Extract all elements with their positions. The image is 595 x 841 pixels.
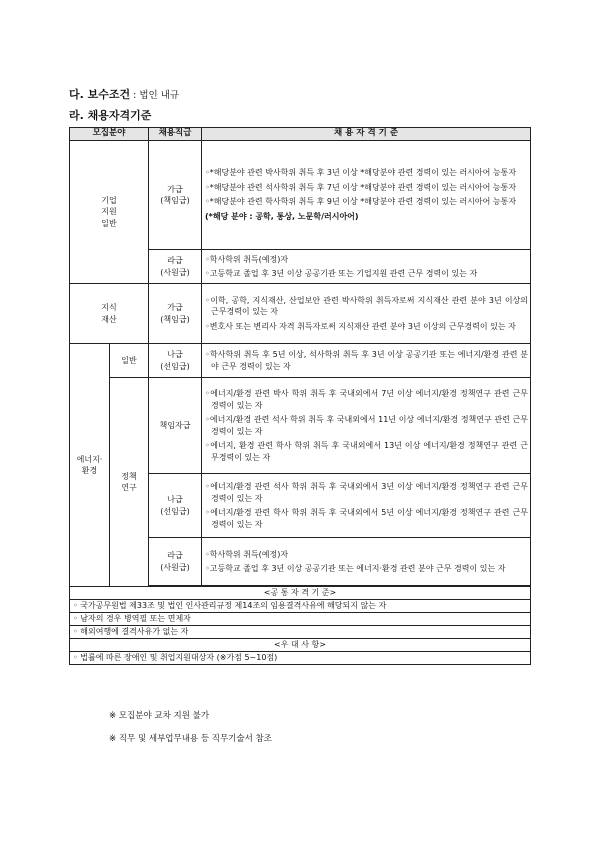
- note-no-cross-apply: ※ 모집분야 교차 지원 불가: [109, 711, 210, 721]
- common-criteria-item: ◦ 해외여행에 결격사유가 없는 자: [70, 626, 531, 639]
- field-cell: [70, 141, 149, 284]
- table-row: [70, 344, 531, 378]
- criteria-item: ◦이학, 공학, 지식재산, 산업보안 관련 박사학위 취득자로써 지식재산 관련 분야 3년 이상의 근무경력이 있는 자: [205, 295, 529, 317]
- col-header-field: 모집분야: [70, 128, 149, 141]
- field-energy: 에너지· 환경: [76, 454, 103, 475]
- criteria-item: ◦학사학위 취득 후 5년 이상, 석사학위 취득 후 3년 이상 공공기관 또는 에너지/환경 관련 분야 근무 경력이 있는 자: [205, 350, 529, 371]
- criteria-item: ◦에너지, 환경 관련 학사 학위 취득 후 국내외에서 13년 이상 에너지/환경 정책연구 관련 근무경력이 있는 자: [205, 441, 529, 462]
- table-row: [70, 639, 531, 652]
- preference-item: ◦ 법률에 따른 장애인 및 취업지원대상자 (※가점 5~10점): [70, 652, 531, 665]
- grade-cell: [149, 141, 202, 250]
- subfield-cell: [110, 344, 149, 378]
- grade-na: 나급 (선임급): [160, 495, 190, 516]
- preference-header: <우 대 사 항>: [70, 639, 531, 652]
- common-criteria-header: <공 통 자 격 기 준>: [70, 587, 531, 600]
- subfield-general: 일반: [121, 355, 137, 365]
- table-header-row: [70, 128, 531, 141]
- criteria-cell: [202, 344, 531, 378]
- criteria-cell: [202, 378, 531, 474]
- common-criteria-item: ◦ 남자의 경우 병역필 또는 면제자: [70, 613, 531, 626]
- table-row: [70, 587, 531, 600]
- heading-qualifications: [69, 107, 151, 123]
- table-row: [70, 141, 531, 250]
- criteria-cell: [202, 141, 531, 250]
- field-ip: 지식 재산: [101, 303, 117, 324]
- table-row: [70, 652, 531, 665]
- grade-ra: 라급 (사원급): [160, 551, 190, 572]
- subfield-cell: [110, 378, 149, 587]
- criteria-item: ◦*해당분야 관련 학사학위 취득 후 9년 이상 *해당분야 관련 경력이 있는 러시아어 능통자: [205, 197, 517, 206]
- criteria-item: ◦학사학위 취득(예정)자: [205, 254, 289, 264]
- col-header-criteria: 채 용 자 격 기 준: [202, 128, 531, 141]
- criteria-item: ◦에너지/환경 관련 박사 학위 취득 후 국내외에서 7년 이상 에너지/환경 정책연구 관련 근무경력이 있는 자: [205, 389, 529, 410]
- grade-cell: [149, 284, 202, 344]
- grade-cell: [149, 344, 202, 378]
- criteria-cell: [202, 284, 531, 344]
- criteria-item: ◦에너지/환경 관련 학사 학위 취득 후 국내외에서 5년 이상 에너지/환경 정책연구 관련 근무경력이 있는 자: [205, 508, 529, 529]
- table-row: [70, 284, 531, 344]
- criteria-cell: [202, 474, 531, 538]
- criteria-item: ◦학사학위 취득(예정)자: [205, 549, 289, 559]
- grade-cell: [149, 378, 202, 474]
- subfield-policy: 정책 연구: [121, 471, 137, 492]
- criteria-item: ◦변호사 또는 변리사 자격 취득자로써 지식재산 관련 분야 3년 이상의 근무경력이 있는 자: [205, 321, 516, 331]
- heading-qualifications-label: 라. 채용자격기준: [69, 109, 152, 122]
- field-corporate-support: 기업 지원 일반: [101, 195, 117, 228]
- table-row: [70, 378, 531, 474]
- criteria-cell: [202, 250, 531, 284]
- table-row: [70, 600, 531, 613]
- criteria-item: ◦에너지/환경 관련 석사 학위 취득 후 국내외에서 3년 이상 에너지/환경 정책연구 관련 근무경력이 있는 자: [205, 482, 529, 503]
- criteria-item: ◦*해당분야 관련 석사학위 취득 후 7년 이상 *해당분야 관련 경력이 있는 러시아어 능통자: [205, 182, 517, 192]
- criteria-cell: [202, 538, 531, 586]
- field-note: (*해당 분야 : 공학, 통상, 노문학/러시아어): [205, 211, 359, 221]
- heading-compensation-label: 다. 보수조건: [69, 88, 131, 101]
- col-header-grade: 채용직급: [149, 128, 202, 141]
- criteria-item: ◦고등학교 졸업 후 3년 이상 공공기관 또는 에너지·환경 관련 분야 근무 경력이 있는 자: [205, 564, 506, 573]
- heading-compensation: [69, 86, 179, 102]
- grade-lead: 책임자급: [159, 420, 191, 430]
- note-job-description: ※ 직무 및 세부업무내용 등 직무기술서 참조: [109, 734, 272, 744]
- table-row: [70, 626, 531, 639]
- common-criteria-item: ◦ 국가공무원법 제33조 및 법인 인사관리규정 제14조의 임용결격사유에 해당되지 않는 자: [70, 600, 531, 613]
- table-row: [70, 613, 531, 626]
- grade-a: 가급 (책임급): [160, 303, 190, 324]
- grade-cell: [149, 538, 202, 586]
- qualification-table: [69, 127, 531, 665]
- field-cell: [70, 284, 149, 344]
- field-cell: [70, 344, 110, 587]
- criteria-item: ◦에너지/환경 관련 석사 학위 취득 후 국내외에서 11년 이상 에너지/환경 정책연구 관련 근무경력이 있는 자: [205, 415, 529, 436]
- grade-ra: 라급 (사원급): [160, 256, 190, 277]
- grade-a: 가급 (책임급): [160, 184, 190, 205]
- criteria-item: ◦고등학교 졸업 후 3년 이상 공공기관 또는 기업지원 관련 근무 경력이 있는 자: [205, 269, 478, 278]
- grade-na: 나급 (선임급): [160, 350, 190, 371]
- criteria-item: ◦*해당분야 관련 박사학위 취득 후 3년 이상 *해당분야 관련 경력이 있는 러시아어 능통자: [205, 168, 517, 177]
- grade-cell: [149, 250, 202, 284]
- grade-cell: [149, 474, 202, 538]
- heading-compensation-value: : 법인 내규: [130, 90, 180, 101]
